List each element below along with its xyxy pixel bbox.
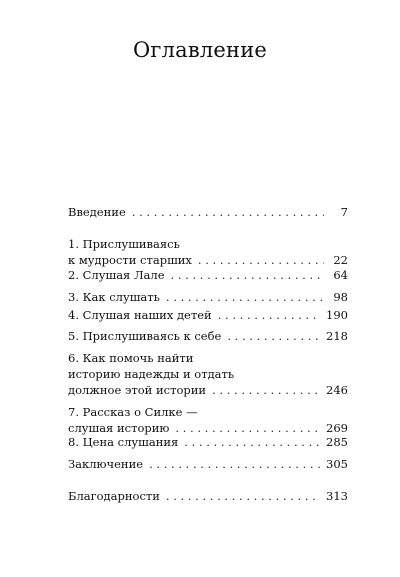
toc-entry-page: 305 <box>326 457 348 471</box>
toc-entry-chapter-8[interactable] <box>68 434 348 450</box>
dot-leader <box>227 328 320 344</box>
dot-leader <box>198 252 324 268</box>
toc-entry-title: Заключение <box>68 457 144 471</box>
dot-leader <box>212 382 320 398</box>
toc-entry-title: 4. Слушая наших детей <box>68 308 212 322</box>
toc-entry-page: 190 <box>326 308 348 322</box>
toc-entry-acknowledgements[interactable] <box>68 488 348 504</box>
dot-leader <box>218 307 320 323</box>
toc-entry-title: 8. Цена слушания <box>68 435 179 449</box>
toc-entry-page: 313 <box>326 489 348 503</box>
dot-leader <box>166 289 324 305</box>
toc-entry-chapter-4[interactable] <box>68 307 348 323</box>
toc-entry-page: 98 <box>333 290 348 304</box>
toc-entry-title: Введение <box>68 205 126 219</box>
toc-entry-page: 64 <box>333 268 348 282</box>
toc-entry-conclusion[interactable] <box>68 456 348 472</box>
toc-entry-title-line: 1. Прислушиваясь <box>68 237 180 251</box>
dot-leader <box>171 267 324 283</box>
toc-entry-title: Благодарности <box>68 489 160 503</box>
toc-entry-title: должное этой истории <box>68 383 207 397</box>
toc-entry-title: к мудрости старших <box>68 253 192 267</box>
toc-entry-title: 2. Слушая Лале <box>68 268 165 282</box>
toc-entry-introduction[interactable] <box>68 204 348 220</box>
toc-entry-title: слушая историю <box>68 421 170 435</box>
page-title: Оглавление <box>132 38 268 62</box>
dot-leader <box>132 204 324 220</box>
dot-leader <box>184 434 320 450</box>
toc-entry-chapter-7[interactable] <box>68 404 348 436</box>
toc-entry-title: 5. Прислушиваясь к себе <box>68 329 222 343</box>
toc-entry-page: 285 <box>326 435 348 449</box>
toc-entry-chapter-6[interactable] <box>68 350 348 398</box>
dot-leader <box>166 488 320 504</box>
toc-entry-page: 218 <box>326 329 348 343</box>
toc-entry-page: 22 <box>333 253 348 267</box>
toc-entry-title-line: 6. Как помочь найти <box>68 351 194 365</box>
toc-entry-chapter-3[interactable] <box>68 289 348 305</box>
dot-leader <box>149 456 320 472</box>
toc-entry-page: 269 <box>326 421 348 435</box>
toc-entry-chapter-2[interactable] <box>68 267 348 283</box>
toc-entry-chapter-1[interactable] <box>68 236 348 268</box>
toc-entry-chapter-5[interactable] <box>68 328 348 344</box>
toc-entry-title: 3. Как слушать <box>68 290 160 304</box>
toc-entry-page: 7 <box>340 205 348 219</box>
toc-entry-title-line: историю надежды и отдать <box>68 367 235 381</box>
toc-entry-title-line: 7. Рассказ о Силке — <box>68 405 198 419</box>
toc-entry-page: 246 <box>326 383 348 397</box>
